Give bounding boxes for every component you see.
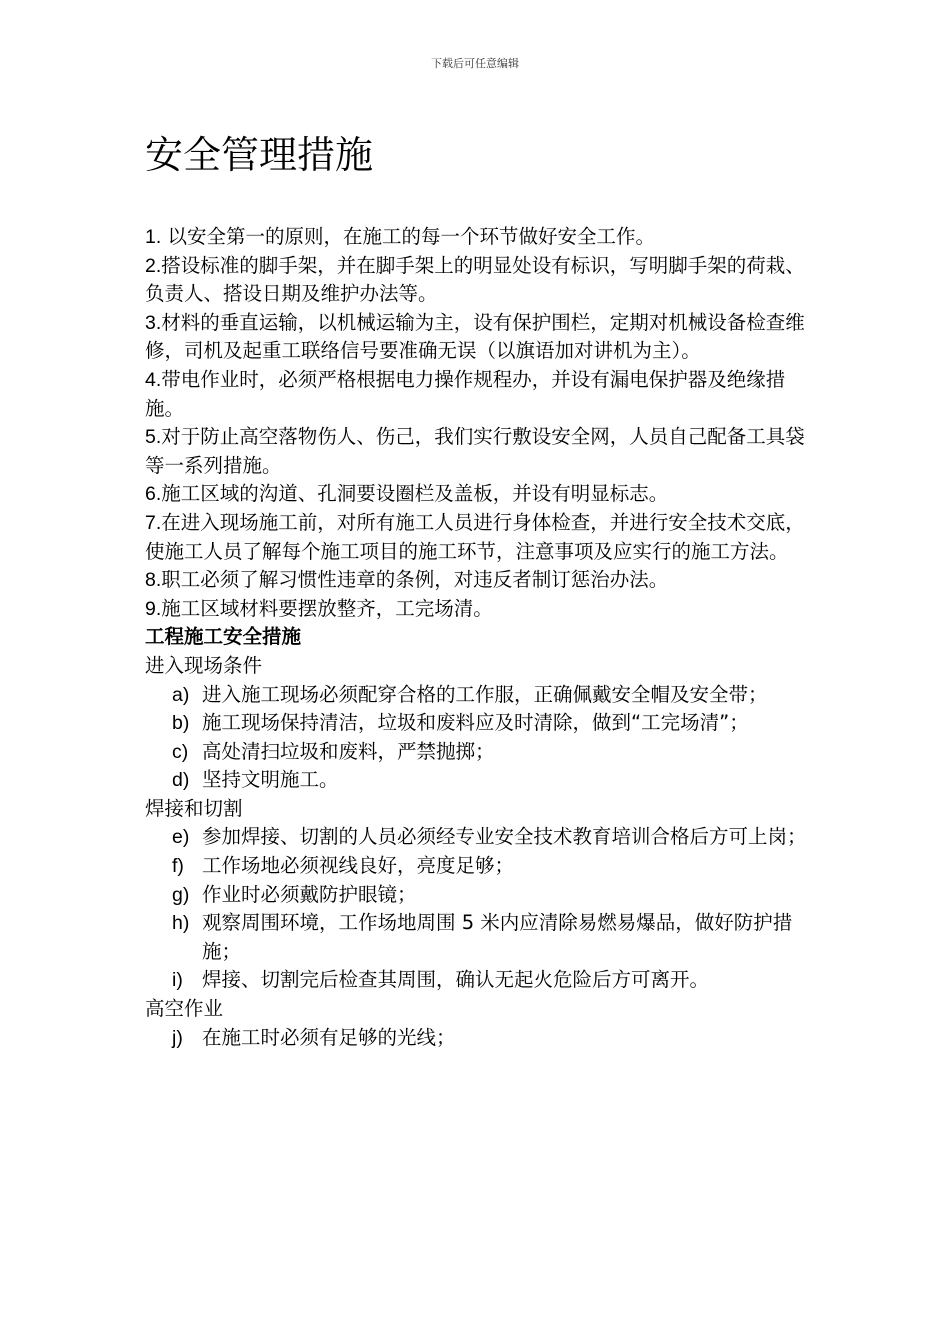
subheading-site-conditions: 进入现场条件 [145, 653, 263, 677]
document-body [145, 223, 831, 1052]
work-at-height-list [145, 1024, 810, 1053]
numbered-item: 5.对于防止高空落物伤人、伤己，我们实行敷设安全网，人员自己配备工具袋等一系列措施。 [145, 425, 805, 477]
site-conditions-list [145, 681, 810, 795]
list-item: c) 高处清扫垃圾和废料，严禁抛掷； [172, 739, 495, 763]
list-item: g) 作业时必须戴防护眼镜； [172, 882, 417, 906]
list-item: e) 参加焊接、切割的人员必须经专业安全技术教育培训合格后方可上岗； [172, 825, 807, 849]
list-item: b) 施工现场保持清洁，垃圾和废料应及时清除，做到“工完场清”； [172, 711, 749, 735]
numbered-item: 6.施工区域的沟道、孔洞要设圈栏及盖板，并设有明显标志。 [145, 482, 669, 506]
numbered-item: 9.施工区域材料要摆放整齐，工完场清。 [145, 596, 493, 620]
section-title: 工程施工安全措施 [145, 625, 302, 649]
page-title: 安全管理措施 [145, 133, 374, 177]
numbered-item: 4.带电作业时，必须严格根据电力操作规程办，并设有漏电保护器及绝缘措施。 [145, 367, 786, 420]
subheading-work-at-height: 高空作业 [145, 997, 224, 1021]
numbered-item: 7.在进入现场施工前，对所有施工人员进行身体检查，并进行安全技术交底，使施工人员了解每个施工项目的施工环节，注意事项及应实行的施工方法。 [145, 510, 805, 563]
header-note: 下载后可任意编辑 [431, 57, 519, 70]
list-item: a) 进入施工现场必须配穿合格的工作服，正确佩戴安全帽及安全带； [172, 682, 768, 706]
numbered-list [145, 223, 831, 623]
list-item: j) 在施工时必须有足够的光线； [172, 1025, 456, 1049]
subheading-welding: 焊接和切割 [145, 796, 243, 820]
list-item: d) 坚持文明施工。 [172, 768, 339, 792]
welding-list [145, 823, 810, 995]
numbered-item: 2.搭设标准的脚手架，并在脚手架上的明显处设有标识，写明脚手架的荷栽、负责人、搭设日期及维护办法等。 [145, 253, 805, 306]
numbered-item: 8.职工必须了解习惯性违章的条例，对违反者制订惩治办法。 [145, 568, 669, 592]
list-item: h) 观察周围环境，工作场地周围 5 米内应清除易燃易爆品，做好防护措施； [172, 911, 793, 963]
list-item: f) 工作场地必须视线良好，亮度足够； [172, 854, 515, 878]
list-item: i) 焊接、切割完后检查其周围，确认无起火危险后方可离开。 [172, 968, 710, 992]
numbered-item: 3.材料的垂直运输，以机械运输为主，设有保护围栏，定期对机械设备检查维 修，司机及起重工联络信号要准确无误（以旗语加对讲机为主）。 [145, 310, 831, 363]
numbered-item: 1. 以安全第一的原则，在施工的每一个环节做好安全工作。 [145, 225, 655, 248]
